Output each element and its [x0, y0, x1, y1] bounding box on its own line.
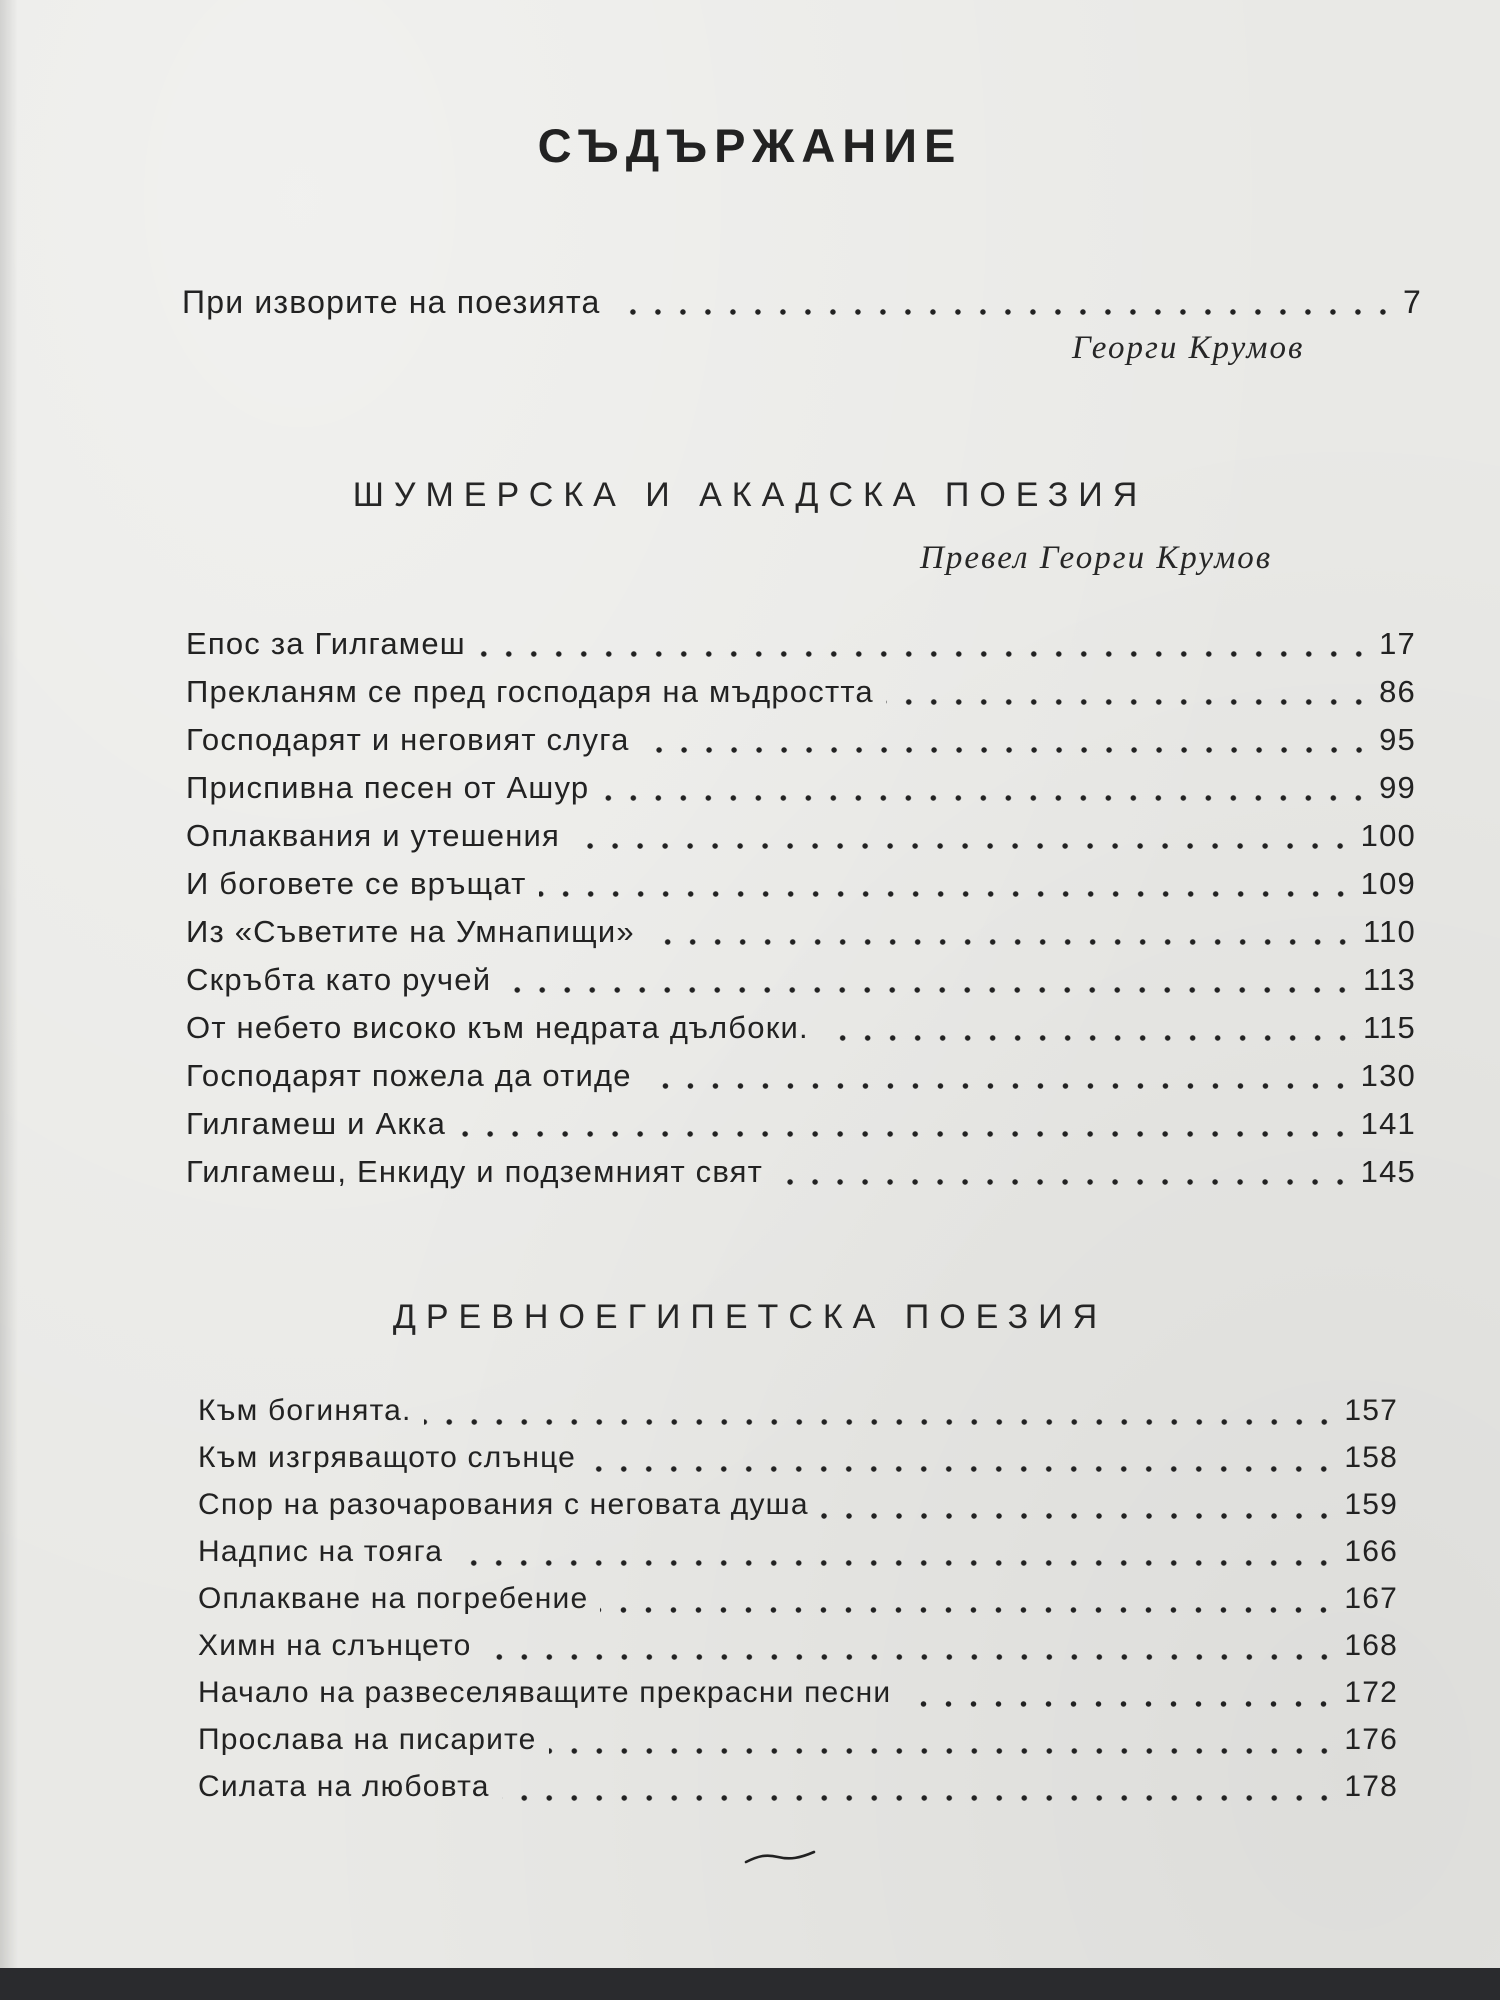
toc-entry-page: 157 [1344, 1394, 1398, 1427]
toc-entry [186, 1154, 1416, 1196]
toc-entry-title: Епос за Гилгамеш [186, 626, 466, 661]
toc-entry-title: Гилгамеш и Акка [186, 1106, 447, 1141]
toc-entry [198, 1770, 1398, 1812]
toc-entry [198, 1441, 1398, 1483]
book-cover-edge [0, 1968, 1500, 2000]
toc-entry-title: Оплакване на погребение [198, 1582, 589, 1615]
toc-entry-page: 167 [1344, 1582, 1398, 1615]
toc-entry [186, 818, 1416, 860]
toc-entry [186, 722, 1416, 764]
toc-entry-page: 130 [1360, 1058, 1416, 1093]
toc-entry-title: Скръбта като ручей [186, 962, 492, 997]
dot-leader [647, 938, 1355, 946]
dot-leader [613, 308, 1395, 316]
toc-entry-title: Спор на разочарования с неговата душа [198, 1488, 809, 1521]
toc-entry-title: Гилгамеш, Енкиду и подземният свят [186, 1154, 764, 1189]
dot-leader [903, 1700, 1336, 1708]
dot-leader [458, 1130, 1353, 1138]
toc-entry [186, 1106, 1416, 1148]
dot-leader [886, 698, 1371, 706]
toc-entry [186, 962, 1416, 1004]
toc-entry-title: Из «Съветите на Умнапищи» [186, 914, 635, 949]
dot-leader [588, 1465, 1336, 1473]
dot-leader [502, 1794, 1337, 1802]
toc-entry-title: Към изгряващото слънце [198, 1441, 577, 1474]
section-title-sumerian: ШУМЕРСКА И АКАДСКА ПОЕЗИЯ [352, 476, 1148, 514]
toc-entry-title: Към богинята. [198, 1394, 412, 1427]
toc-entry [186, 674, 1416, 716]
intro-author: Георги Крумов [1072, 330, 1305, 366]
toc-entry-page: 7 [1403, 284, 1422, 320]
toc-entry-page: 168 [1344, 1629, 1398, 1662]
toc-entry-page: 141 [1360, 1106, 1416, 1141]
dot-leader [600, 1606, 1336, 1614]
toc-entry-page: 166 [1344, 1535, 1398, 1568]
toc-entry-page: 109 [1360, 866, 1416, 901]
toc-entry-title: И боговете се връщат [186, 866, 527, 901]
toc-entry-page: 95 [1379, 722, 1416, 757]
toc-entry-title: Надпис на тояга [198, 1535, 444, 1568]
dot-leader [455, 1559, 1336, 1567]
toc-entry-title: От небето високо към недрата дълбоки. [186, 1010, 809, 1045]
toc-entry-page: 159 [1344, 1488, 1398, 1521]
toc-entry-page: 113 [1362, 962, 1416, 997]
dot-leader [601, 794, 1371, 802]
toc-entry-title: При изворите на поезията [182, 284, 601, 320]
toc-entry [186, 866, 1416, 908]
toc-entry-page: 176 [1344, 1723, 1398, 1756]
section-title-egyptian: ДРЕВНОЕГИПЕТСКА ПОЕЗИЯ [392, 1298, 1108, 1336]
toc-entry-page: 115 [1362, 1010, 1416, 1045]
dot-leader [478, 650, 1371, 658]
toc-entry [198, 1535, 1398, 1577]
toc-entry-page: 17 [1379, 626, 1416, 661]
dot-leader [424, 1418, 1337, 1426]
tilde-ornament-icon [744, 1848, 816, 1868]
toc-entry-title: Господарят пожела да отиде [186, 1058, 632, 1093]
toc-entry-page: 99 [1379, 770, 1416, 805]
toc-entry [198, 1723, 1398, 1765]
toc-entry-title: Прекланям се пред господаря на мъдростта [186, 674, 874, 709]
toc-entry [186, 626, 1416, 668]
toc-entry-title: Приспивна песен от Ашур [186, 770, 590, 805]
dot-leader [572, 842, 1353, 850]
toc-entry-page: 86 [1379, 674, 1416, 709]
dot-leader [821, 1034, 1355, 1042]
dot-leader [642, 746, 1372, 754]
toc-entry [186, 1058, 1416, 1100]
dot-leader [821, 1512, 1337, 1520]
dot-leader [503, 986, 1355, 994]
toc-entry-page: 110 [1362, 914, 1416, 949]
toc-entry [198, 1629, 1398, 1671]
toc-entry [198, 1488, 1398, 1530]
toc-entry [198, 1582, 1398, 1624]
toc-entry-page: 145 [1360, 1154, 1416, 1189]
toc-entry-page: 158 [1344, 1441, 1398, 1474]
toc-entry-title: Силата на любовта [198, 1770, 490, 1803]
toc-entry [186, 770, 1416, 812]
toc-entry-title: Химн на слънцето [198, 1629, 472, 1662]
toc-entry [198, 1676, 1398, 1718]
dot-leader [484, 1653, 1337, 1661]
toc-entry-title: Прослава на писарите [198, 1723, 537, 1756]
toc-entry [186, 1010, 1416, 1052]
toc-entry-intro [182, 284, 1422, 326]
toc-entry-page: 178 [1344, 1770, 1398, 1803]
toc-entry-title: Господарят и неговият слуга [186, 722, 630, 757]
toc-entry-page: 100 [1360, 818, 1416, 853]
section-translator: Превел Георги Крумов [920, 540, 1273, 576]
toc-entry-title: Начало на развеселяващите прекрасни песни [198, 1676, 892, 1709]
page-title: СЪДЪРЖАНИЕ [537, 119, 963, 172]
page-gutter-shadow [0, 0, 18, 1968]
dot-leader [775, 1178, 1353, 1186]
toc-entry-page: 172 [1344, 1676, 1398, 1709]
dot-leader [549, 1747, 1337, 1755]
toc-entry [186, 914, 1416, 956]
dot-leader [644, 1082, 1353, 1090]
toc-entry-title: Оплаквания и утешения [186, 818, 561, 853]
dot-leader [539, 890, 1353, 898]
toc-entry [198, 1394, 1398, 1436]
